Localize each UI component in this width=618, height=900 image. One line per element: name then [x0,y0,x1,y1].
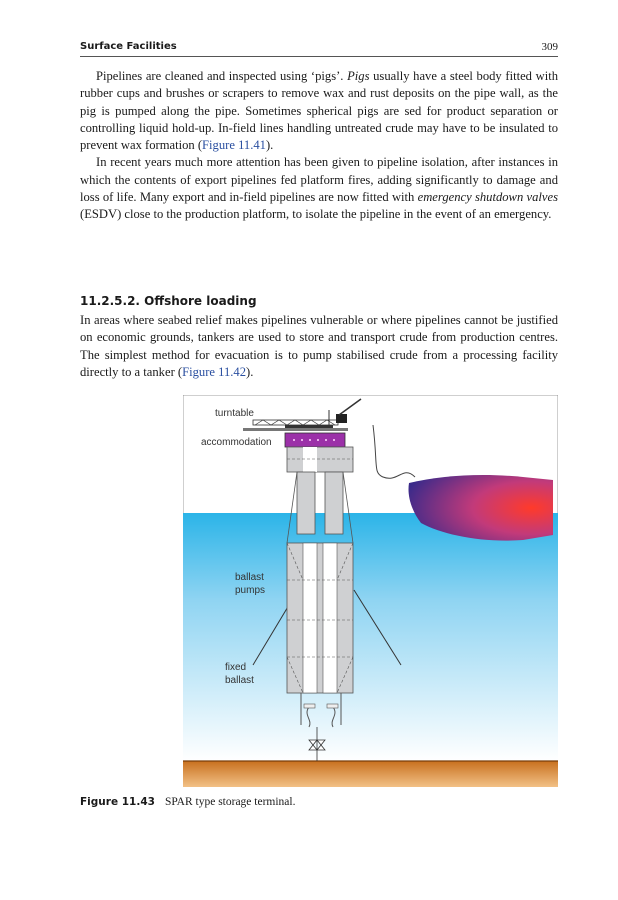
figure-caption [80,796,295,808]
main-hull [287,543,353,693]
sea [183,513,558,761]
text-span: In areas where seabed relief makes pipelines vulnerable or where pipelines cannot be justified on economic grounds, tankers are used to store and transport crude from production centres. The simplest method for evacuation is to pump stabilised crude from a processing facility directly to a tanker ( [80,313,558,379]
label-accommodation: accommodation [201,437,272,448]
caption-label: Figure 11.43 [80,796,155,808]
text-span: ). [265,138,274,153]
label-fixed-ballast-2: ballast [225,675,254,686]
paragraph-offshore-loading [80,312,558,381]
caption-text: SPAR type storage terminal. [164,796,296,808]
text-span: (ESDV) close to the production platform, to isolate the pipeline in the event of an emergency. [80,207,552,222]
figure-spar-terminal [183,395,558,787]
figure-link[interactable]: Figure 11.42 [182,364,247,379]
body-block-2 [80,312,558,381]
section-heading: 11.2.5.2. Offshore loading [80,294,257,308]
running-header [80,41,558,55]
text-span: usually have a steel body fitted with rubber cups and brushes or scrapers to remove wax and rust deposits on the pipe wall, as the pig is pumped along the pipe. Sometimes spherical pigs are sed for product separation or controlling liquid hold-up. In-field lines handling untreated crude may have to be insulated to prevent wax formation ( [80,69,558,153]
figure-link[interactable]: Figure 11.41 [202,138,266,153]
upper-hull [287,447,353,472]
text-span: Pipelines are cleaned and inspected using ‘pigs’. [96,69,348,83]
label-ballast-pumps-1: ballast [235,572,264,583]
italic-term: emergency shutdown valves [417,190,558,205]
seabed [183,761,558,787]
running-title: Surface Facilities [80,41,177,52]
body-block-1 [80,68,558,224]
paragraph-pigs [80,68,558,154]
paragraph-isolation [80,154,558,223]
label-ballast-pumps-2: pumps [235,585,266,596]
page-number: 309 [541,41,558,53]
text-span: In recent years much more attention has been given to pipeline isolation, after instances in which the contents of export pipelines fed platform fires, adding significantly to damage and loss of life. Many export and in-field pipelines are now fitted with [80,155,558,205]
column-right [325,472,343,534]
label-turntable: turntable [215,408,254,419]
header-rule [80,56,558,57]
spar-diagram [183,395,558,787]
column-left [297,472,315,534]
text-span: ). [246,364,254,379]
italic-term: Pigs [347,69,370,83]
label-fixed-ballast-1: fixed [225,662,247,673]
turntable-base [243,428,348,431]
crane-cab [336,414,347,423]
